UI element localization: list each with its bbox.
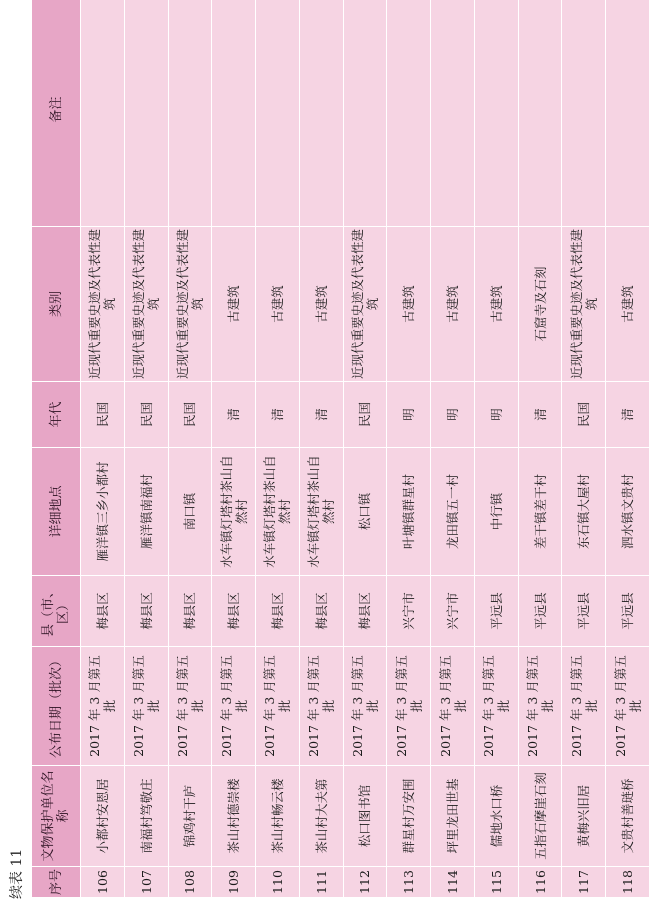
table-cell-serial-number: 116 <box>519 867 562 897</box>
table-cell-county: 梅县区 <box>169 576 212 646</box>
table-cell-remarks <box>606 0 649 226</box>
column-header-era: 年代 <box>32 382 80 447</box>
table-cell-category: 古建筑 <box>256 227 299 381</box>
table-cell-category: 古建筑 <box>212 227 255 381</box>
table-cell-publish-date: 2017 年 3 月第五批 <box>606 647 649 765</box>
table-cell-era: 清 <box>300 382 343 447</box>
table-cell-era: 民国 <box>344 382 387 447</box>
table-cell-location: 泗水镇文贵村 <box>606 448 649 575</box>
table-cell-era: 明 <box>387 382 430 447</box>
table-cell-era: 清 <box>606 382 649 447</box>
column-header-site-name: 文物保护单位名称 <box>32 766 80 866</box>
table-cell-publish-date: 2017 年 3 月第五批 <box>256 647 299 765</box>
table-cell-publish-date: 2017 年 3 月第五批 <box>475 647 518 765</box>
table-cell-location: 水车镇灯塔村茶山自然村 <box>212 448 255 575</box>
table-cell-county: 平远县 <box>475 576 518 646</box>
table-cell-remarks <box>519 0 562 226</box>
table-cell-location: 龙田镇五一村 <box>431 448 474 575</box>
column-header-location: 详细地点 <box>32 448 80 575</box>
table-cell-serial-number: 107 <box>125 867 168 897</box>
table-cell-publish-date: 2017 年 3 月第五批 <box>300 647 343 765</box>
table-cell-publish-date: 2017 年 3 月第五批 <box>125 647 168 765</box>
table-cell-location: 叶塘镇群星村 <box>387 448 430 575</box>
table-cell-county: 平远县 <box>562 576 605 646</box>
table-cell-category: 古建筑 <box>300 227 343 381</box>
table-cell-county: 梅县区 <box>81 576 124 646</box>
table-cell-site-name: 小都村安恩居 <box>81 766 124 866</box>
table-cell-publish-date: 2017 年 3 月第五批 <box>212 647 255 765</box>
table-cell-category: 古建筑 <box>606 227 649 381</box>
table-cell-category: 近现代重要史迹及代表性建筑 <box>562 227 605 381</box>
table-cell-era: 清 <box>256 382 299 447</box>
table-cell-location: 水车镇灯塔村茶山自然村 <box>256 448 299 575</box>
table-cell-county: 梅县区 <box>212 576 255 646</box>
table-cell-serial-number: 117 <box>562 867 605 897</box>
heritage-table <box>30 2 643 899</box>
table-cell-era: 清 <box>212 382 255 447</box>
table-cell-serial-number: 111 <box>300 867 343 897</box>
table-cell-category: 近现代重要史迹及代表性建筑 <box>125 227 168 381</box>
table-cell-site-name: 茶山村大夫第 <box>300 766 343 866</box>
table-cell-remarks <box>562 0 605 226</box>
table-cell-serial-number: 115 <box>475 867 518 897</box>
table-cell-era: 明 <box>475 382 518 447</box>
table-cell-remarks <box>212 0 255 226</box>
table-cell-remarks <box>475 0 518 226</box>
column-header-publish-date: 公布日期（批次） <box>32 647 80 765</box>
table-cell-site-name: 茶山村畅云楼 <box>256 766 299 866</box>
table-cell-remarks <box>256 0 299 226</box>
table-cell-era: 民国 <box>81 382 124 447</box>
table-cell-location: 雁洋镇南福村 <box>125 448 168 575</box>
table-cell-publish-date: 2017 年 3 月第五批 <box>431 647 474 765</box>
table-cell-category: 近现代重要史迹及代表性建筑 <box>344 227 387 381</box>
table-cell-remarks <box>125 0 168 226</box>
table-cell-county: 梅县区 <box>300 576 343 646</box>
table-cell-category: 古建筑 <box>475 227 518 381</box>
table-cell-category: 近现代重要史迹及代表性建筑 <box>169 227 212 381</box>
table-cell-category: 石窟寺及石刻 <box>519 227 562 381</box>
table-cell-era: 民国 <box>562 382 605 447</box>
table-cell-category: 近现代重要史迹及代表性建筑 <box>81 227 124 381</box>
table-cell-site-name: 坪里龙田世基 <box>431 766 474 866</box>
table-cell-remarks <box>169 0 212 226</box>
table-cell-remarks <box>431 0 474 226</box>
table-cell-county: 梅县区 <box>344 576 387 646</box>
table-cell-county: 平远县 <box>606 576 649 646</box>
table-cell-publish-date: 2017 年 3 月第五批 <box>344 647 387 765</box>
table-cell-county: 平远县 <box>519 576 562 646</box>
table-caption: 续表 11 <box>9 848 25 899</box>
table-cell-location: 水车镇灯塔村茶山自然村 <box>300 448 343 575</box>
table-cell-location: 差干镇差干村 <box>519 448 562 575</box>
column-header-category: 类别 <box>32 227 80 381</box>
table-cell-site-name: 五指石摩崖石刻 <box>519 766 562 866</box>
table-cell-remarks <box>387 0 430 226</box>
table-cell-serial-number: 112 <box>344 867 387 897</box>
table-cell-location: 南口镇 <box>169 448 212 575</box>
table-cell-serial-number: 106 <box>81 867 124 897</box>
table-cell-era: 明 <box>431 382 474 447</box>
table-cell-location: 松口镇 <box>344 448 387 575</box>
table-cell-publish-date: 2017 年 3 月第五批 <box>81 647 124 765</box>
column-header-remarks: 备注 <box>32 0 80 226</box>
table-cell-county: 兴宁市 <box>387 576 430 646</box>
table-cell-publish-date: 2017 年 3 月第五批 <box>169 647 212 765</box>
table-cell-remarks <box>300 0 343 226</box>
column-header-county: 县（市、区） <box>32 576 80 646</box>
table-cell-serial-number: 118 <box>606 867 649 897</box>
table-cell-county: 兴宁市 <box>431 576 474 646</box>
table-cell-location: 雁洋镇三乡小都村 <box>81 448 124 575</box>
table-cell-remarks <box>81 0 124 226</box>
table-cell-remarks <box>344 0 387 226</box>
table-cell-era: 民国 <box>125 382 168 447</box>
table-cell-category: 古建筑 <box>431 227 474 381</box>
table-cell-serial-number: 108 <box>169 867 212 897</box>
table-cell-publish-date: 2017 年 3 月第五批 <box>387 647 430 765</box>
table-cell-location: 中行镇 <box>475 448 518 575</box>
table-cell-site-name: 松口图书馆 <box>344 766 387 866</box>
table-cell-county: 梅县区 <box>125 576 168 646</box>
table-cell-site-name: 茶山村德崇楼 <box>212 766 255 866</box>
table-cell-site-name: 南福村笃敬庄 <box>125 766 168 866</box>
table-cell-era: 民国 <box>169 382 212 447</box>
table-cell-site-name: 锦鸡村干庐 <box>169 766 212 866</box>
table-cell-publish-date: 2017 年 3 月第五批 <box>562 647 605 765</box>
table-cell-location: 东石镇大屋村 <box>562 448 605 575</box>
table-cell-era: 清 <box>519 382 562 447</box>
table-cell-serial-number: 114 <box>431 867 474 897</box>
table-cell-site-name: 儒地水口桥 <box>475 766 518 866</box>
column-header-serial-number: 序号 <box>32 867 80 897</box>
table-cell-publish-date: 2017 年 3 月第五批 <box>519 647 562 765</box>
table-cell-county: 梅县区 <box>256 576 299 646</box>
table-cell-serial-number: 113 <box>387 867 430 897</box>
table-cell-site-name: 黄梅兴旧居 <box>562 766 605 866</box>
table-cell-serial-number: 109 <box>212 867 255 897</box>
table-cell-serial-number: 110 <box>256 867 299 897</box>
table-cell-category: 古建筑 <box>387 227 430 381</box>
table-cell-site-name: 文贵村善琏桥 <box>606 766 649 866</box>
table-cell-site-name: 群星村万安围 <box>387 766 430 866</box>
